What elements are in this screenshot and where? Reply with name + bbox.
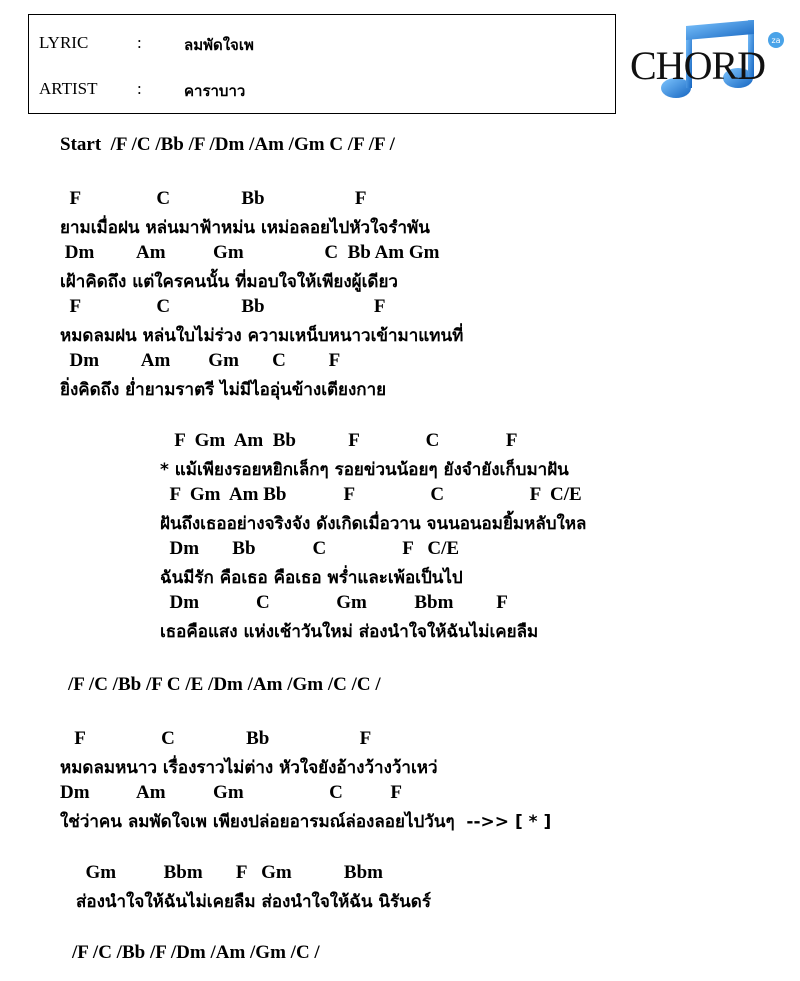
logo-text: CHORD <box>630 43 766 88</box>
verse2-chords-2: Dm Am Gm C F <box>60 782 402 803</box>
verse1-lyric-2: เฝ้าคิดถึง แต่ใครคนนั้น ที่มอบใจให้เพียงผู้เดียว <box>60 272 398 292</box>
outro-lyric: ส่องนำใจให้ฉันไม่เคยลืม ส่องนำใจให้ฉัน นิรันดร์ <box>76 892 431 912</box>
verse1-chords-4: Dm Am Gm C F <box>60 350 341 371</box>
chorus-chords-3: Dm Bb C F C/E <box>160 538 460 559</box>
ending-progression: /F /C /Bb /F /Dm /Am /Gm /C / <box>72 942 320 963</box>
artist-label: ARTIST <box>39 79 98 98</box>
chorus-lyric-1: * แม้เพียงรอยหยิกเล็กๆ รอยข่วนน้อยๆ ยังจำยังเก็บมาฝัน <box>160 460 569 480</box>
outro-chords: Gm Bbm F Gm Bbm <box>76 862 383 883</box>
verse1-chords-1: F C Bb F <box>60 188 367 209</box>
artist-name: คาราบาว <box>184 82 246 100</box>
song-title: ลมพัดใจเพ <box>184 36 254 54</box>
start-progression: Start /F /C /Bb /F /Dm /Am /Gm C /F /F / <box>60 134 395 155</box>
verse2-chords-1: F C Bb F <box>60 728 372 749</box>
chorus-chords-4: Dm C Gm Bbm F <box>160 592 508 613</box>
chorus-chords-2: F Gm Am Bb F C F C/E <box>160 484 582 505</box>
verse2-lyric-1: หมดลมหนาว เรื่องราวไม่ต่าง หัวใจยังอ้างว้างว้าเหว่ <box>60 758 438 778</box>
lyric-colon: : <box>137 33 142 52</box>
verse1-lyric-4: ยิ่งคิดถึง ย่ำยามราตรี ไม่มีไออุ่นข้างเตียงกาย <box>60 380 387 400</box>
chorus-lyric-4: เธอคือแสง แห่งเช้าวันใหม่ ส่องนำใจให้ฉันไม่เคยลืม <box>160 622 539 642</box>
chorus-lyric-2: ฝันถึงเธออย่างจริงจัง ดังเกิดเมื่อวาน จนนอนอมยิ้มหลับใหล <box>160 514 587 534</box>
chorus-lyric-3: ฉันมีรัก คือเธอ คือเธอ พร่ำและเพ้อเป็นไป <box>160 568 463 588</box>
chord-logo <box>626 20 786 100</box>
verse1-lyric-3: หมดลมฝน หล่นใบไม่ร่วง ความเหน็บหนาวเข้ามาแทนที่ <box>60 326 464 346</box>
verse1-chords-2: Dm Am Gm C Bb Am Gm <box>60 242 440 263</box>
verse2-lyric-2: ใช่ว่าคน ลมพัดใจเพ เพียงปล่อยอารมณ์ล่องลอยไปวันๆ -->> [ * ] <box>60 812 552 832</box>
verse1-lyric-1: ยามเมื่อฝน หล่นมาฟ้าหม่น เหม่อลอยไปหัวใจรำพัน <box>60 218 430 238</box>
interlude-progression: /F /C /Bb /F C /E /Dm /Am /Gm /C /C / <box>68 674 381 695</box>
verse1-chords-3: F C Bb F <box>60 296 386 317</box>
lyric-label: LYRIC <box>39 33 89 52</box>
song-info-box <box>28 14 616 114</box>
artist-colon: : <box>137 79 142 98</box>
chorus-chords-1: F Gm Am Bb F C F <box>160 430 518 451</box>
logo-badge: za <box>771 36 781 45</box>
